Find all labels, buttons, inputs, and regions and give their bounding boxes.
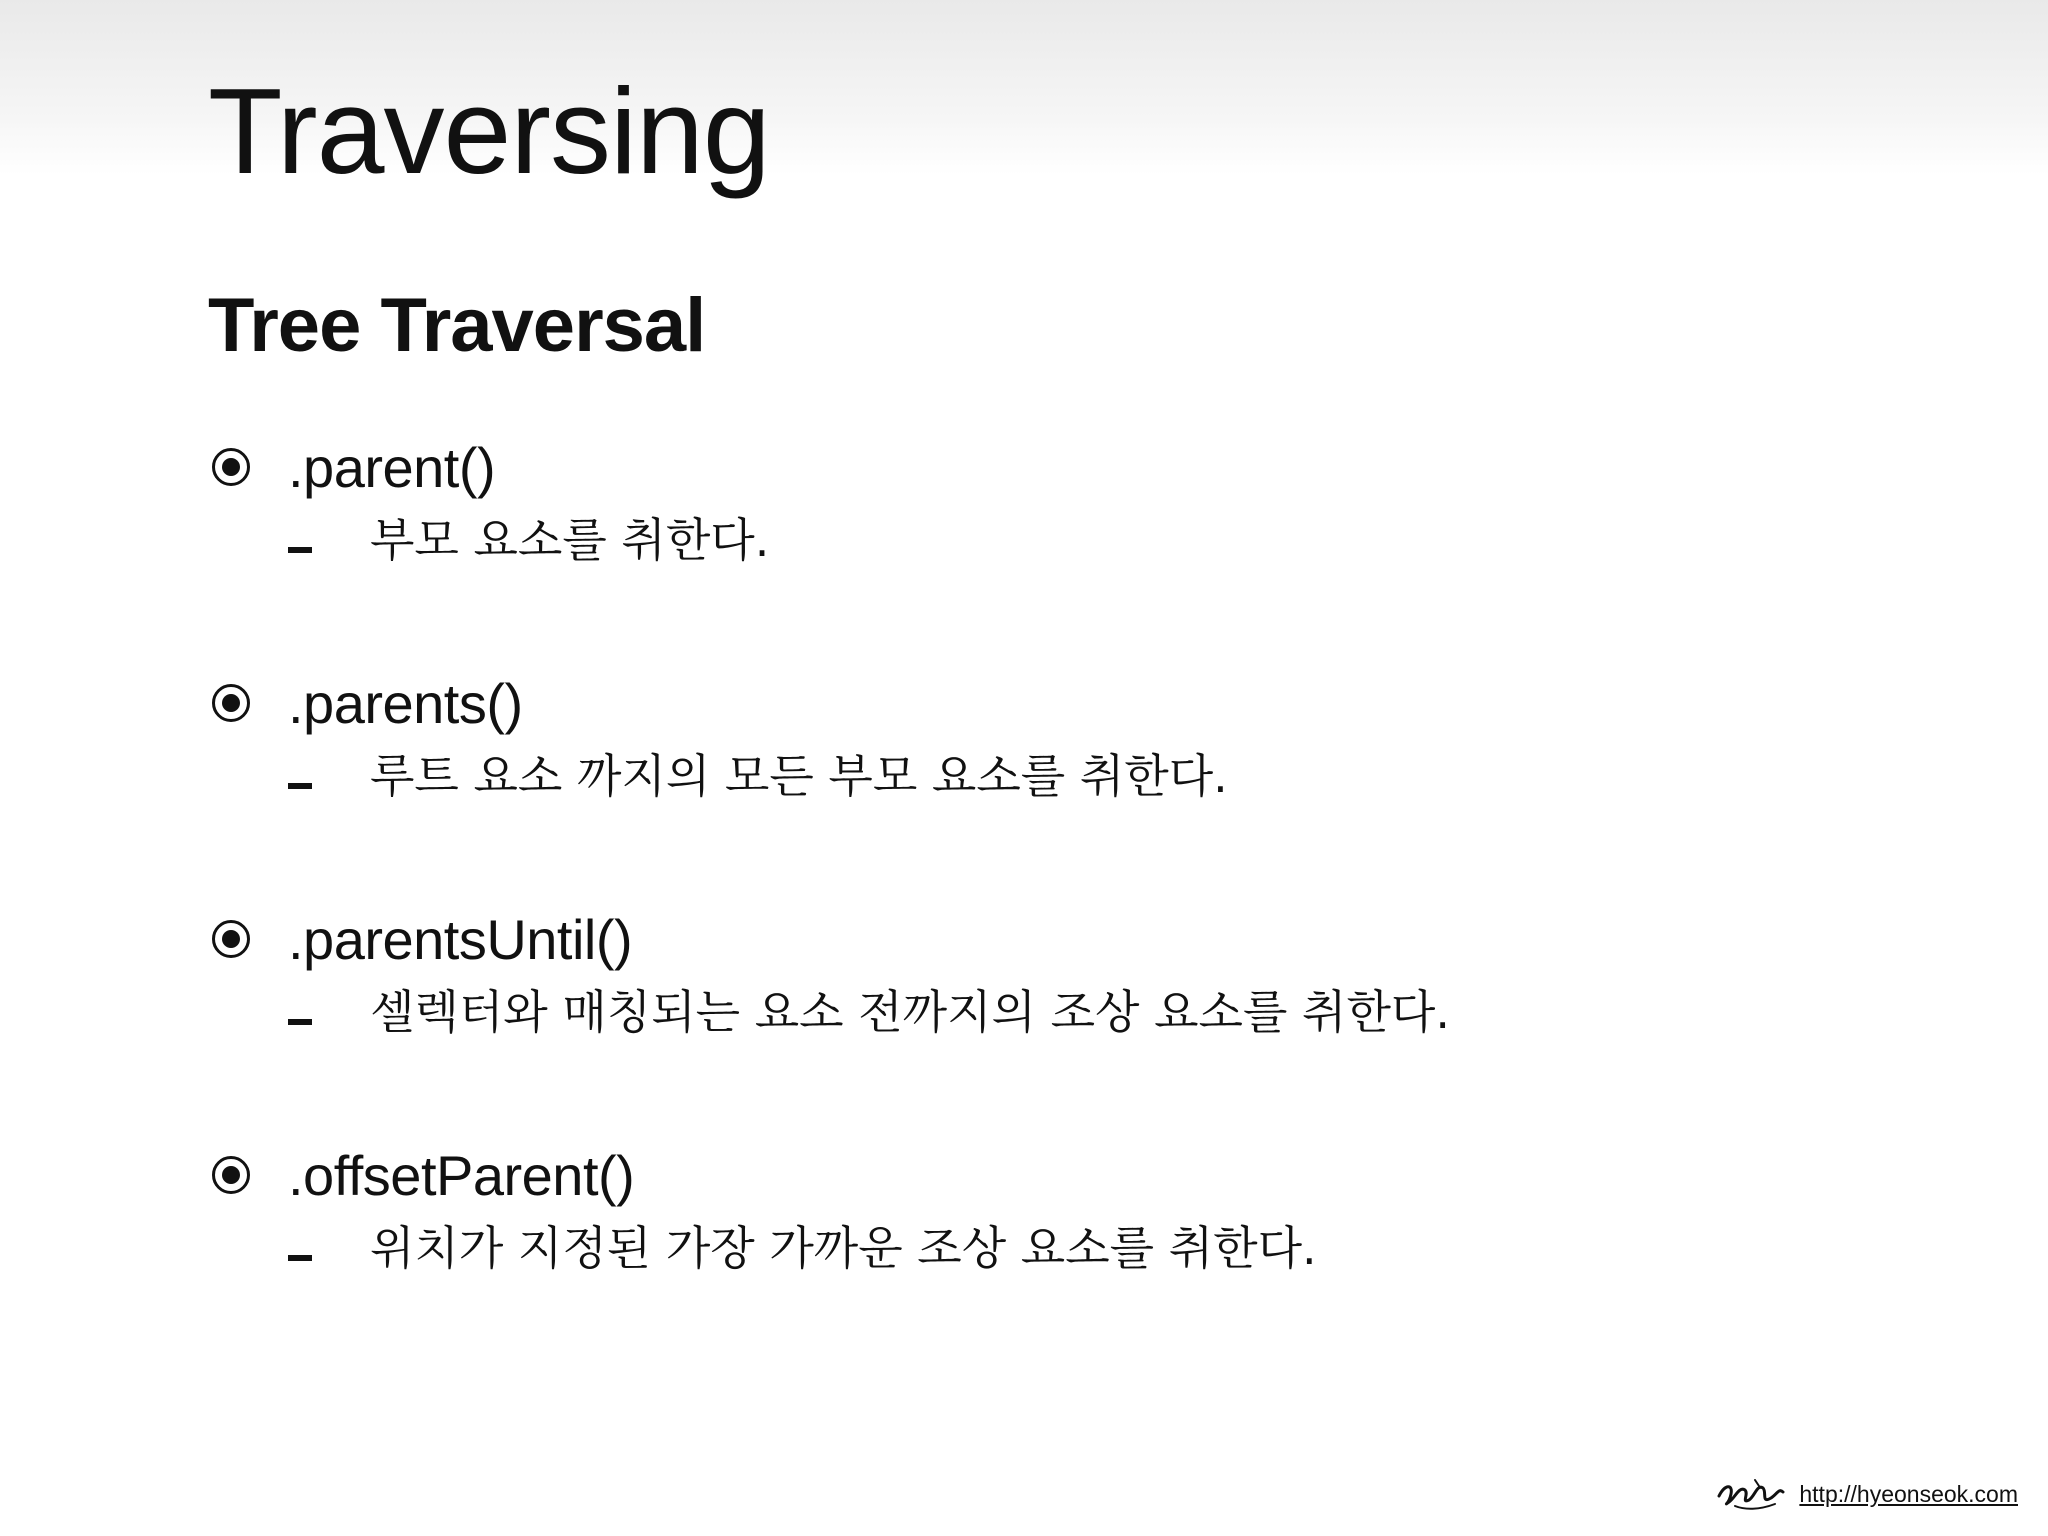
bullet-icon — [212, 448, 250, 486]
dash-icon — [288, 1255, 312, 1261]
dash-icon — [288, 547, 312, 553]
bullet-icon — [212, 920, 250, 958]
method-name: .parents() — [288, 672, 523, 735]
method-description: 루트 요소 까지의 모든 부모 요소를 취한다. — [370, 749, 1228, 803]
method-description: 셀렉터와 매칭되는 요소 전까지의 조상 요소를 취한다. — [370, 985, 1450, 1039]
signature-logo-icon — [1715, 1476, 1787, 1512]
section-subtitle: Tree Traversal — [208, 283, 706, 368]
website-link[interactable]: http://hyeonseok.com — [1799, 1480, 2018, 1507]
bullet-icon — [212, 1156, 250, 1194]
bullet-icon — [212, 684, 250, 722]
dash-icon — [288, 783, 312, 789]
footer — [1715, 1476, 2018, 1512]
method-description: 위치가 지정된 가장 가까운 조상 요소를 취한다. — [370, 1221, 1317, 1275]
slide-title: Traversing — [208, 63, 770, 199]
method-description: 부모 요소를 취한다. — [370, 513, 770, 567]
method-name: .parentsUntil() — [288, 908, 633, 971]
dash-icon — [288, 1019, 312, 1025]
method-name: .parent() — [288, 436, 496, 499]
method-name: .offsetParent() — [288, 1144, 635, 1207]
